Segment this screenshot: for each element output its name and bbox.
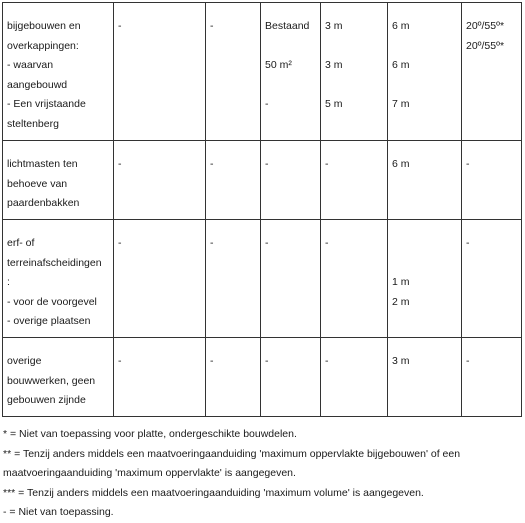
table-cell: -	[321, 338, 388, 417]
table-cell: -	[261, 141, 321, 220]
footnote-double-asterisk-continued: maatvoeringaanduiding 'maximum oppervlakte' is aangegeven.	[3, 467, 296, 480]
table-cell: bijgebouwen en overkappingen: - waarvan aangebouwd - Een vrijstaande steltenberg	[3, 3, 114, 141]
table-cell: -	[114, 141, 206, 220]
regulations-table	[2, 2, 522, 417]
table-cell: -	[114, 220, 206, 338]
table-cell: 3 m 3 m 5 m	[321, 3, 388, 141]
table-cell: 20º/55º* 20º/55º*	[462, 3, 522, 141]
table-cell: -	[321, 141, 388, 220]
table-cell: -	[206, 338, 261, 417]
table-cell: -	[206, 3, 261, 141]
footnote-triple-asterisk: *** = Tenzij anders middels een maatvoeringaanduiding 'maximum volume' is aangegeven.	[3, 486, 424, 499]
table-cell: lichtmasten ten behoeve van paardenbakken	[3, 141, 114, 220]
table-cell: -	[206, 141, 261, 220]
table-cell: overige bouwwerken, geen gebouwen zijnde	[3, 338, 114, 417]
table-cell: -	[462, 338, 522, 417]
table-cell: Bestaand 50 m² -	[261, 3, 321, 141]
table-cell: -	[321, 220, 388, 338]
table-cell: -	[206, 220, 261, 338]
footnotes	[3, 425, 523, 523]
footnote-double-asterisk: ** = Tenzij anders middels een maatvoeringaanduiding 'maximum oppervlakte bijgebouwen' of een	[3, 447, 461, 460]
table-cell: -	[462, 141, 522, 220]
table-row	[3, 141, 522, 220]
table-cell: -	[114, 338, 206, 417]
table-cell: erf- of terreinafscheidingen : - voor de voorgevel - overige plaatsen	[3, 220, 114, 338]
table-row	[3, 338, 522, 417]
footnote-dash: - = Niet van toepassing.	[3, 506, 114, 519]
table-cell: -	[462, 220, 522, 338]
table-cell: 1 m 2 m	[388, 220, 462, 338]
table-cell: -	[114, 3, 206, 141]
table-cell: 3 m	[388, 338, 462, 417]
table-cell: 6 m	[388, 141, 462, 220]
table-cell: 6 m 6 m 7 m	[388, 3, 462, 141]
table-cell: -	[261, 338, 321, 417]
table-cell: -	[261, 220, 321, 338]
footnote-single-asterisk: * = Niet van toepassing voor platte, ondergeschikte bouwdelen.	[3, 428, 297, 440]
table-row	[3, 220, 522, 338]
table-row	[3, 3, 522, 141]
